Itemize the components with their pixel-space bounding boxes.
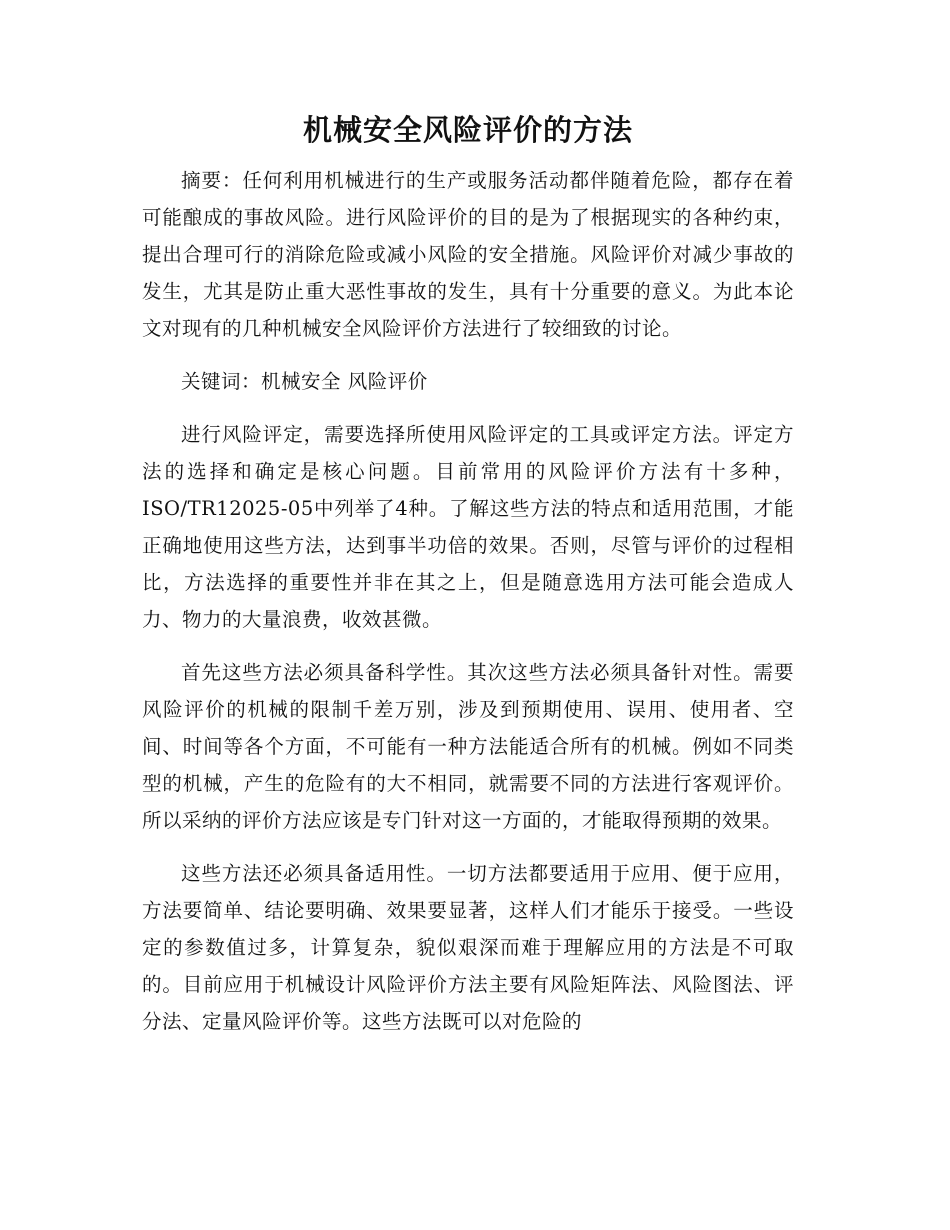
abstract-paragraph: 摘要：任何利用机械进行的生产或服务活动都伴随着危险，都存在着可能酿成的事故风险。进行风险评价的目的是为了根据现实的各种约束，提出合理可行的消除危险或减小风险的安全措施。风险评价对减少事故的发生，尤其是防止重大恶性事故的发生，具有十分重要的意义。为此本论文对现有的几种机械安全风险评价方法进行了较细致的讨论。	[142, 169, 794, 340]
body-paragraph-3: 这些方法还必须具备适用性。一切方法都要适用于应用、便于应用，方法要简单、结论要明确、效果要显著，这样人们才能乐于接受。一些设定的参数值过多，计算复杂，貌似艰深而难于理解应用的方法是不可取的。目前应用于机械设计风险评价方法主要有风险矩阵法、风险图法、评分法、定量风险评价等。这些方法既可以对危险的	[142, 862, 794, 1033]
document-body	[142, 108, 794, 1056]
keywords-line: 关键词：机械安全 风险评价	[181, 370, 428, 393]
body-paragraph-1: 进行风险评定，需要选择所使用风险评定的工具或评定方法。评定方法的选择和确定是核心问题。目前常用的风险评价方法有十多种，ISO/TR12025-05中列举了4种。了解这些方法的特点和适用范围，才能正确地使用这些方法，达到事半功倍的效果。否则，尽管与评价的过程相比，方法选择的重要性并非在其之上，但是随意选用方法可能会造成人力、物力的大量浪费，收效甚微。	[142, 423, 794, 631]
document-title: 机械安全风险评价的方法	[302, 113, 633, 147]
body-paragraph-2: 首先这些方法必须具备科学性。其次这些方法必须具备针对性。需要风险评价的机械的限制千差万别，涉及到预期使用、误用、使用者、空间、时间等各个方面，不可能有一种方法能适合所有的机械。例如不同类型的机械，产生的危险有的大不相同，就需要不同的方法进行客观评价。所以采纳的评价方法应该是专门针对这一方面的，才能取得预期的效果。	[142, 661, 794, 832]
